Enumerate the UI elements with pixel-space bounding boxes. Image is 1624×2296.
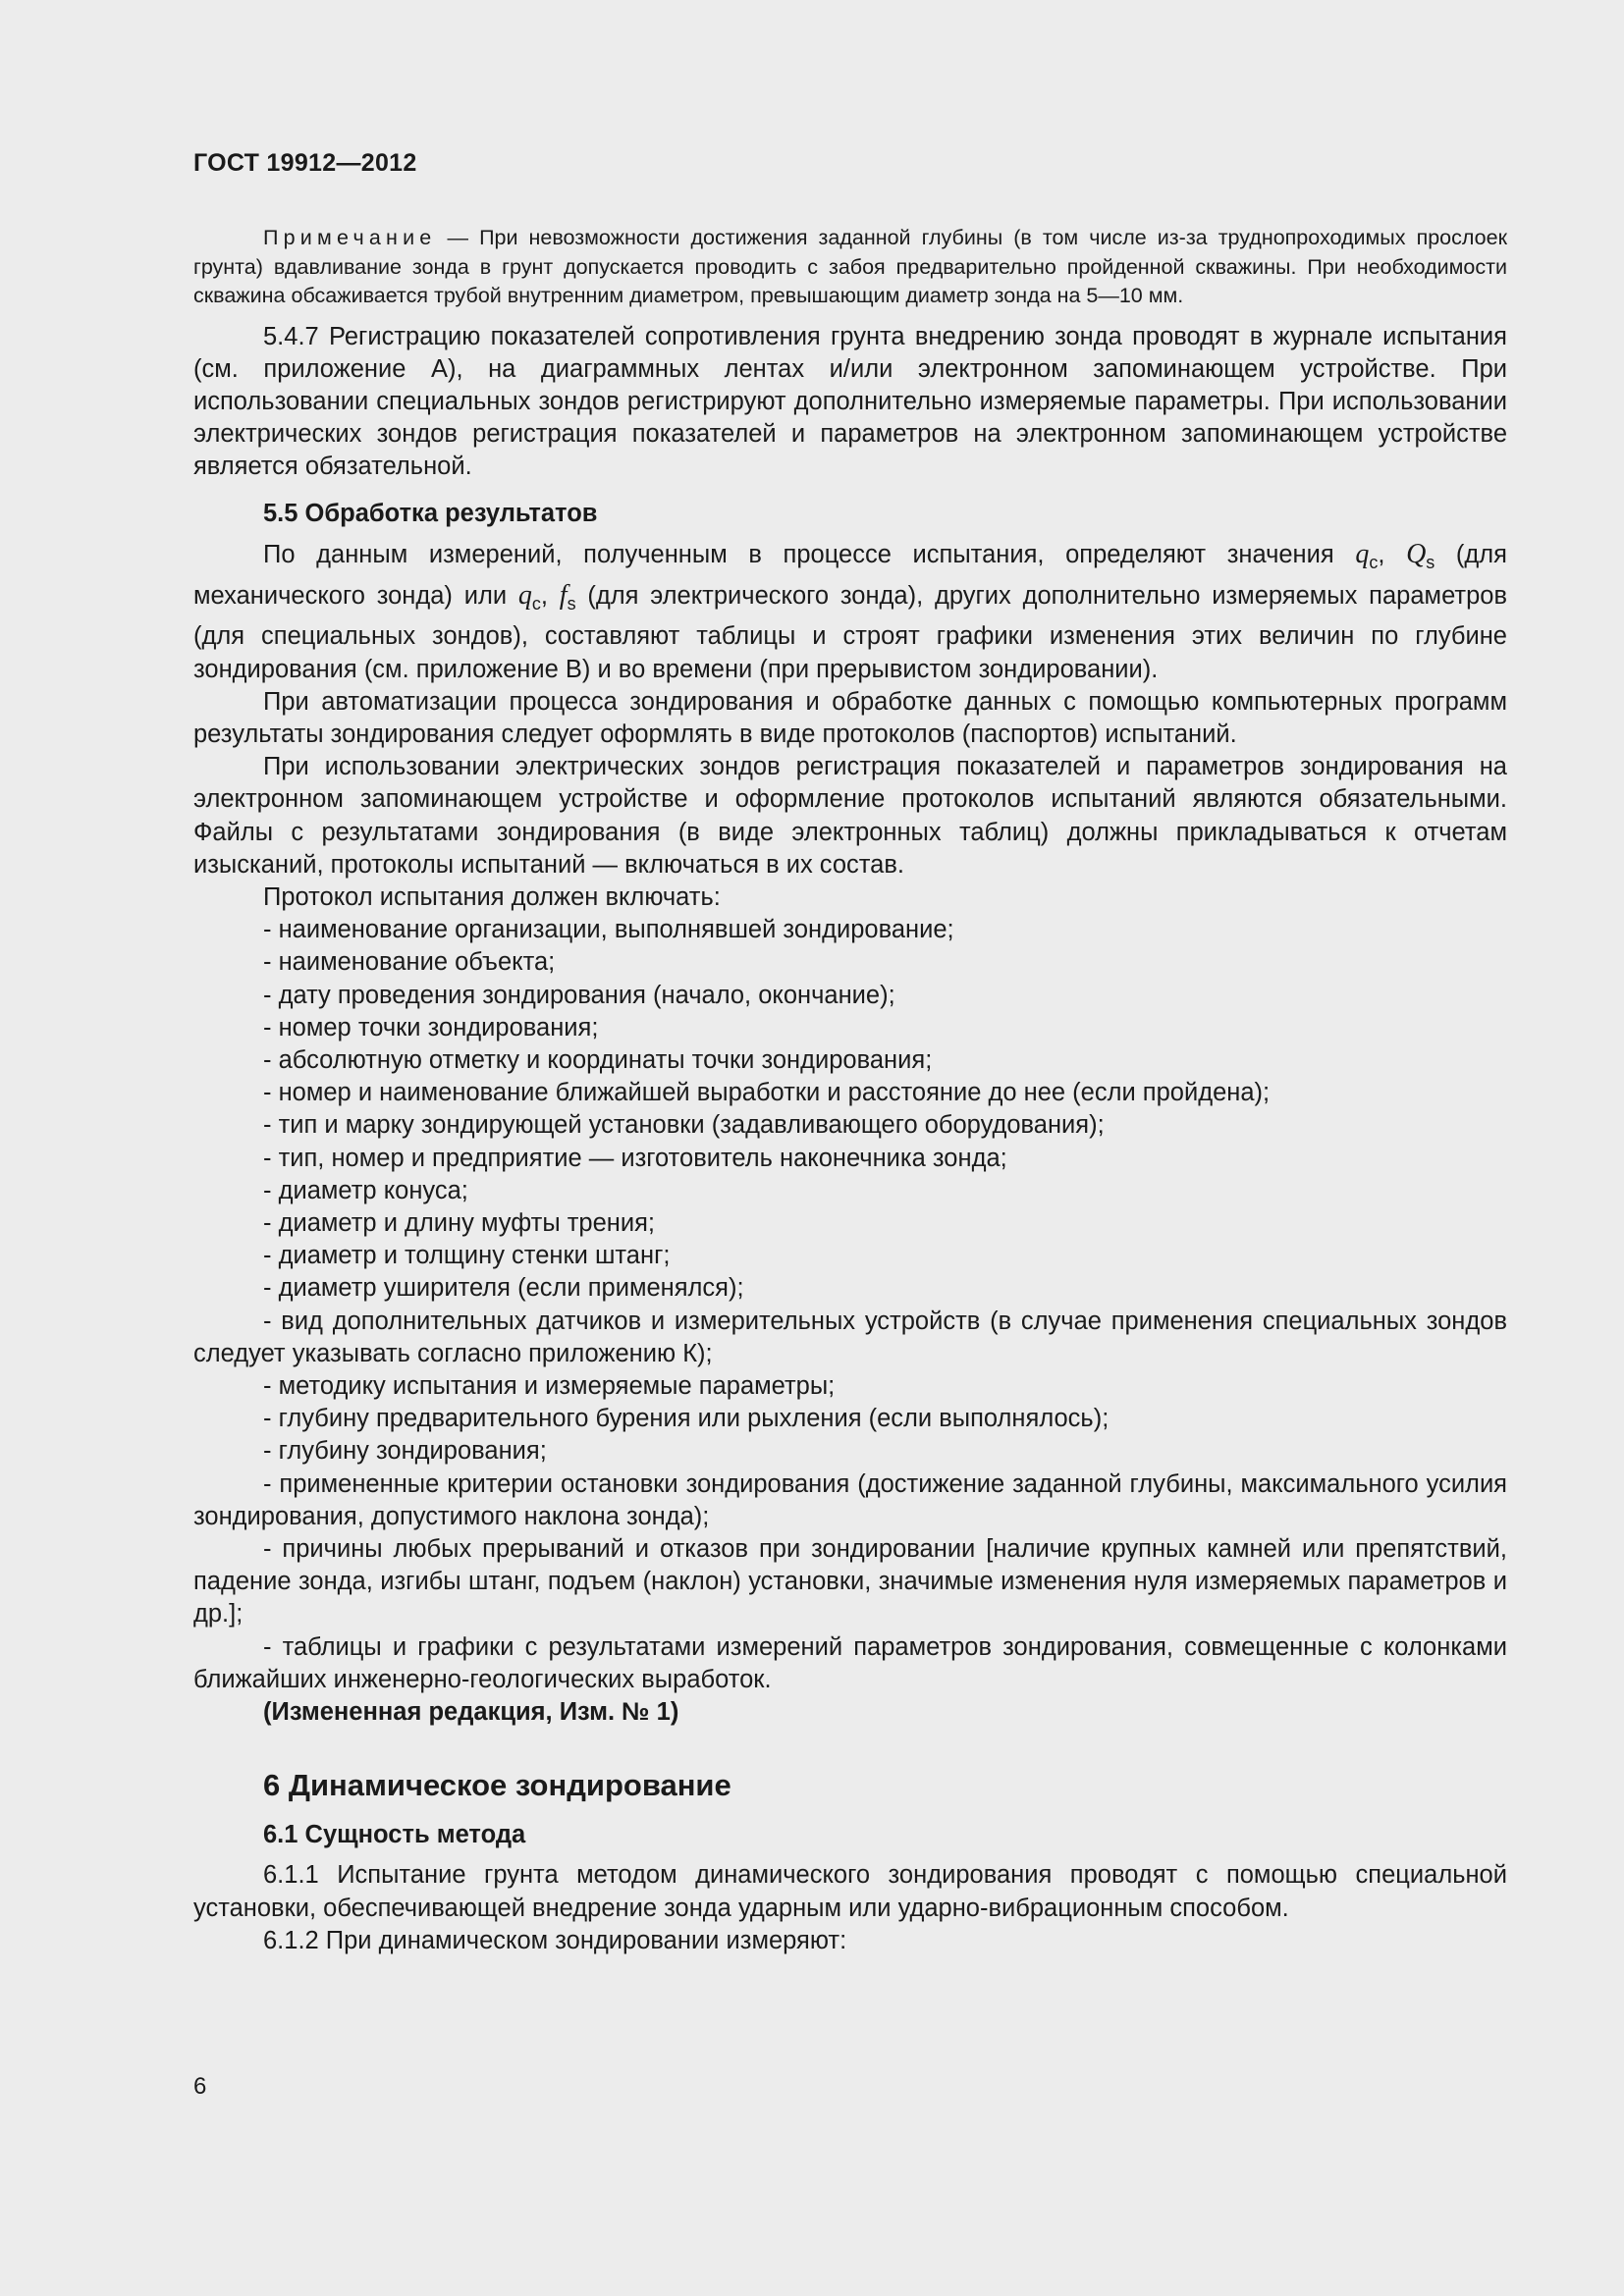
subscript-s: s <box>1426 552 1435 572</box>
note-paragraph <box>193 224 1507 311</box>
paragraph-6-1-1: 6.1.1 Испытание грунта методом динамического зондирования проводят с помощью специальной установки, обеспечивающей внедрение зонда ударным или ударно-вибрационным способом. <box>193 1861 1507 1922</box>
list-item: - диаметр уширителя (если применялся); <box>263 1274 744 1303</box>
section-heading-5-5: 5.5 Обработка результатов <box>263 499 598 527</box>
note-text: — При невозможности достижения заданной глубины (в том числе из-за труднопроходимых прослоек грунта) вдавливание зонда в грунт допускается проводить с забоя предварительно пройденной скважины. При необходимости скважина обсаживается трубой внутренним диаметром, превышающим диаметр зонда на 5—10 мм. <box>193 226 1507 307</box>
paragraph-5-5-4: Протокол испытания должен включать: <box>263 882 721 911</box>
list-item: - глубину предварительного бурения или рыхления (если выполнялось); <box>263 1405 1110 1433</box>
list-item: - наименование объекта; <box>263 948 556 977</box>
list-item: - примененные критерии остановки зондирования (достижение заданной глубины, максимального усилия зондирования, допустимого наклона зонда); <box>193 1469 1507 1530</box>
paragraph-6-1-2: 6.1.2 При динамическом зондировании измеряют: <box>263 1926 847 1954</box>
subscript-c: c <box>531 594 541 614</box>
section-heading-6-1: 6.1 Сущность метода <box>263 1821 526 1849</box>
list-item: - абсолютную отметку и координаты точки зондирования; <box>263 1045 933 1074</box>
paragraph-5-4-7: 5.4.7 Регистрацию показателей сопротивления грунта внедрению зонда проводят в журнале испытания (см. приложение А), на диаграммных лентах и/или электронном запоминающем устройстве. При использовании специальных зондов регистрируют дополнительно измеряемые параметры. При использовании электрических зондов регистрация показателей и параметров на электронном запоминающем устройстве является обязательной. <box>193 322 1507 481</box>
text-run: (для электрического зонда), других дополнительно измеряемых параметров (для специальных зондов), составляют таблицы и строят графики изменения этих величин по глубине зондирования (см. приложение В) и во времени (при прерывистом зондировании). <box>193 582 1507 683</box>
page-number: 6 <box>193 2073 207 2100</box>
list-item: - номер точки зондирования; <box>263 1013 599 1041</box>
list-item: - диаметр и длину муфты трения; <box>263 1208 655 1237</box>
paragraph-5-5-2: При автоматизации процесса зондирования и обработке данных с помощью компьютерных программ результаты зондирования следует оформлять в виде протоколов (паспортов) испытаний. <box>193 687 1507 748</box>
protocol-list <box>193 914 1507 1696</box>
list-item: - наименование организации, выполнявшей зондирование; <box>263 916 954 944</box>
text-run: , <box>540 582 560 611</box>
list-item: - диаметр и толщину стенки штанг; <box>263 1242 671 1270</box>
list-item: - методику испытания и измеряемые параметры; <box>263 1371 836 1400</box>
text-run: (для механического зонда) или <box>193 540 1507 611</box>
subscript-c: c <box>1369 552 1379 572</box>
list-item: - дату проведения зондирования (начало, окончание); <box>263 981 895 1009</box>
list-item: - тип, номер и предприятие — изготовитель наконечника зонда; <box>263 1144 1007 1172</box>
paragraph-5-5-1 <box>193 538 1507 686</box>
list-item: - диаметр конуса; <box>263 1176 468 1204</box>
symbol-q: q <box>517 580 532 612</box>
list-item: - причины любых прерываний и отказов при зондировании [наличие крупных камней или препятствий, падение зонда, изгибы штанг, подъем (наклон) установки, значимые изменения нуля измеряемых параметров и др.]; <box>193 1535 1507 1629</box>
list-item: - вид дополнительных датчиков и измерительных устройств (в случае применения специальных зондов следует указывать согласно приложению К); <box>193 1307 1507 1367</box>
list-item: - таблицы и графики с результатами измерений параметров зондирования, совмещенные с колонками ближайших инженерно-геологических выработок. <box>193 1632 1507 1693</box>
list-item: - тип и марку зондирующей установки (задавливающего оборудования); <box>263 1111 1105 1140</box>
symbol-q: q <box>1355 538 1370 569</box>
note-label: Примечание <box>263 226 437 249</box>
document-header: ГОСТ 19912—2012 <box>193 149 417 177</box>
list-item: - номер и наименование ближайшей выработки и расстояние до нее (если пройдена); <box>263 1079 1271 1107</box>
list-item: - глубину зондирования; <box>263 1437 547 1466</box>
subscript-s: s <box>567 594 576 614</box>
amendment-note: (Измененная редакция, Изм. № 1) <box>263 1698 679 1727</box>
document-body <box>193 224 1507 1957</box>
text-run: , <box>1378 540 1407 568</box>
symbol-Q: Q <box>1406 538 1427 569</box>
symbol-f: f <box>559 580 568 612</box>
paragraph-5-5-3: При использовании электрических зондов регистрация показателей и параметров зондирования на электронном запоминающем устройстве и оформление протоколов испытаний являются обязательными. Файлы с результатами зондирования (в виде электронных таблиц) должны прикладываться к отчетам изысканий, протоколы испытаний — включаться в их состав. <box>193 753 1507 879</box>
text-run: По данным измерений, полученным в процессе испытания, определяют значения <box>263 540 1356 568</box>
section-heading-6: 6 Динамическое зондирование <box>263 1768 731 1803</box>
